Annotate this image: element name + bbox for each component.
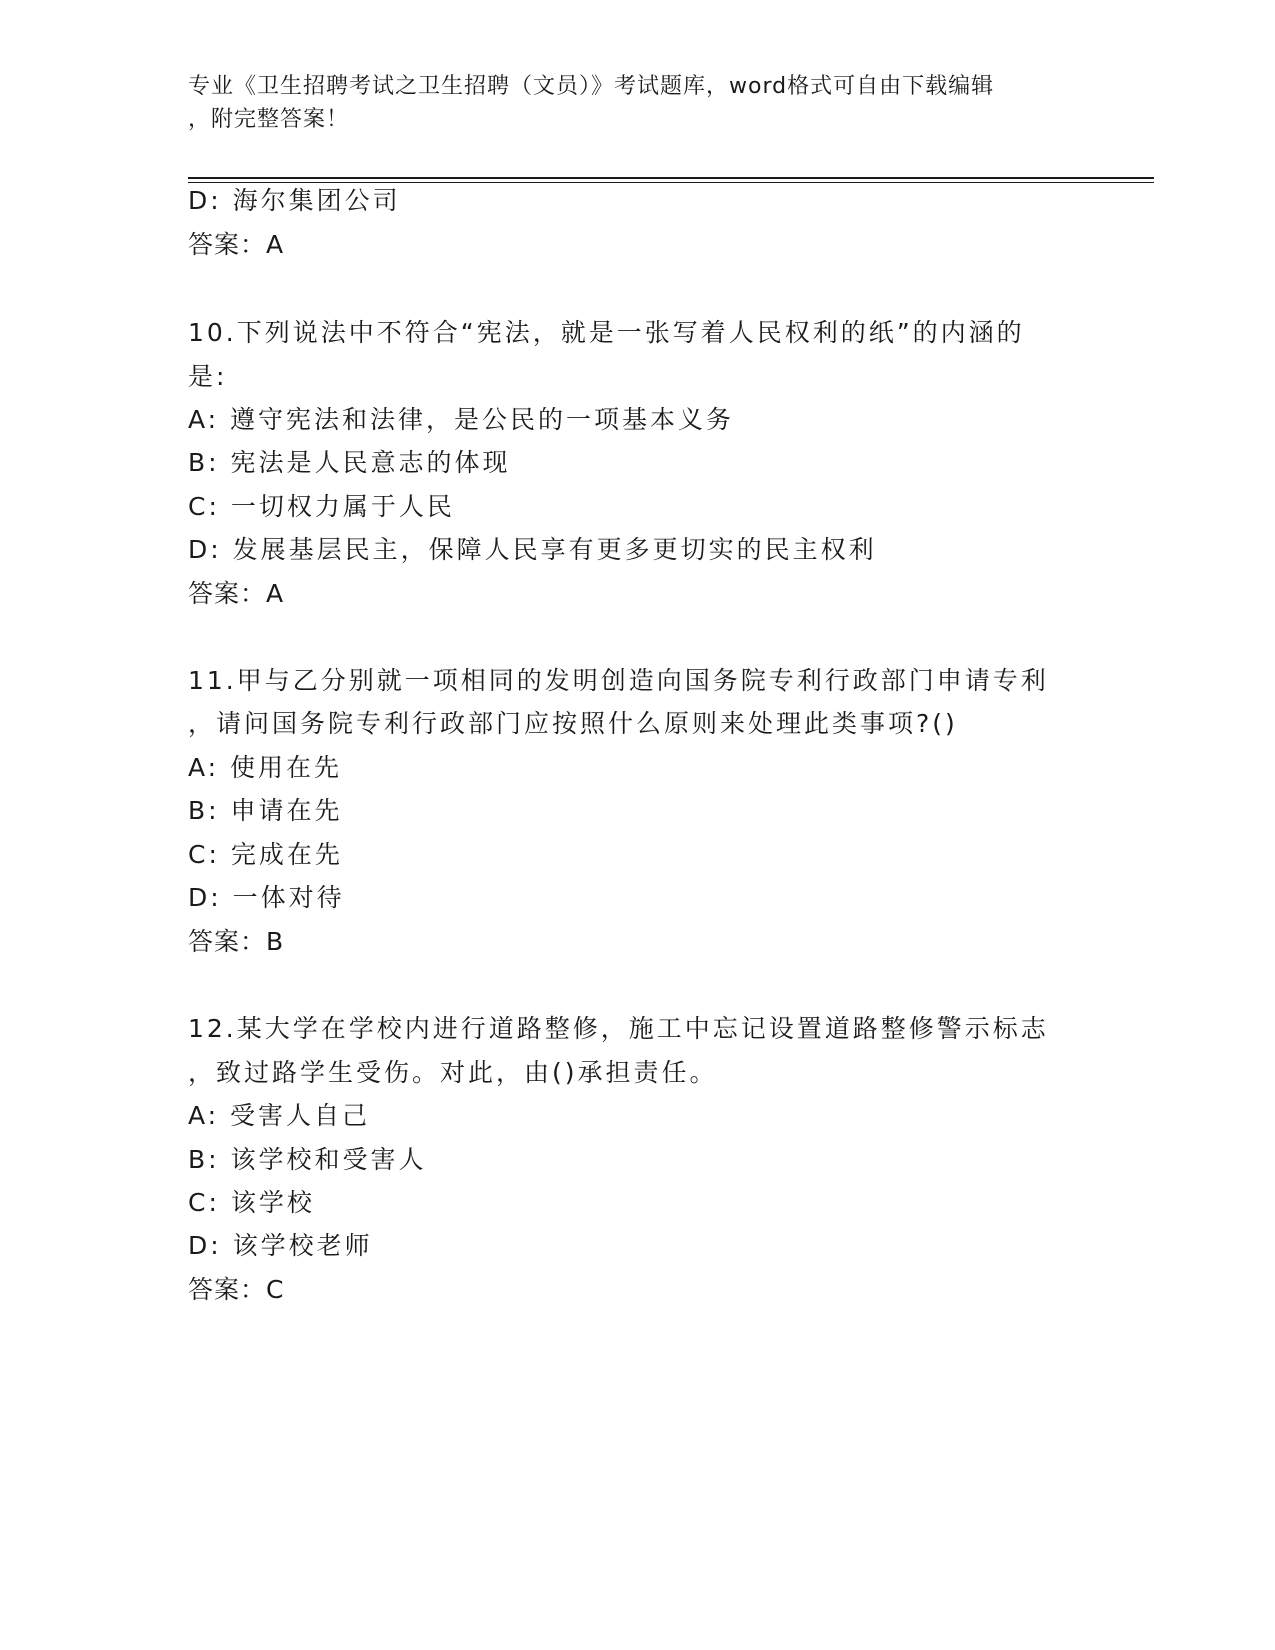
q11-stem-line-1: 11.甲与乙分别就一项相同的发明创造向国务院专利行政部门申请专利	[188, 666, 1049, 695]
q12-stem-line-1: 12.某大学在学校内进行道路整修，施工中忘记设置道路整修警示标志	[188, 1014, 1049, 1043]
q10-option-b: B: 宪法是人民意志的体现	[188, 448, 511, 477]
header-line-2: ，附完整答案！	[188, 107, 350, 132]
q9-option-d: D: 海尔集团公司	[188, 186, 401, 215]
q11-answer: 答案：B	[188, 927, 285, 956]
q11-option-c: C: 完成在先	[188, 840, 343, 869]
header-divider-thick	[188, 177, 1154, 179]
document-header	[188, 70, 1068, 136]
q10-option-a: A: 遵守宪法和法律，是公民的一项基本义务	[188, 405, 735, 434]
q11-stem-line-2: ，请问国务院专利行政部门应按照什么原则来处理此类事项?()	[188, 709, 958, 738]
q9-answer: 答案：A	[188, 230, 285, 259]
q12-option-b: B: 该学校和受害人	[188, 1145, 427, 1174]
q12-option-c: C: 该学校	[188, 1188, 315, 1217]
q10-stem-line-1: 10.下列说法中不符合“宪法，就是一张写着人民权利的纸”的内涵的	[188, 318, 1025, 347]
q12-stem-line-2: ，致过路学生受伤。对此，由()承担责任。	[188, 1058, 718, 1087]
q11-option-b: B: 申请在先	[188, 796, 343, 825]
header-line-1: 专业《卫生招聘考试之卫生招聘（文员）》考试题库，word格式可自由下载编辑	[188, 74, 995, 99]
q12-option-d: D: 该学校老师	[188, 1231, 373, 1260]
q12-answer: 答案：C	[188, 1275, 285, 1304]
q11-option-d: D: 一体对待	[188, 883, 345, 912]
header-divider-thin	[188, 182, 1154, 183]
q10-option-d: D: 发展基层民主，保障人民享有更多更切实的民主权利	[188, 535, 877, 564]
q12-option-a: A: 受害人自己	[188, 1101, 371, 1130]
q10-option-c: C: 一切权力属于人民	[188, 492, 455, 521]
q11-option-a: A: 使用在先	[188, 753, 343, 782]
q10-answer: 答案：A	[188, 579, 285, 608]
q10-stem-line-2: 是:	[188, 362, 228, 391]
